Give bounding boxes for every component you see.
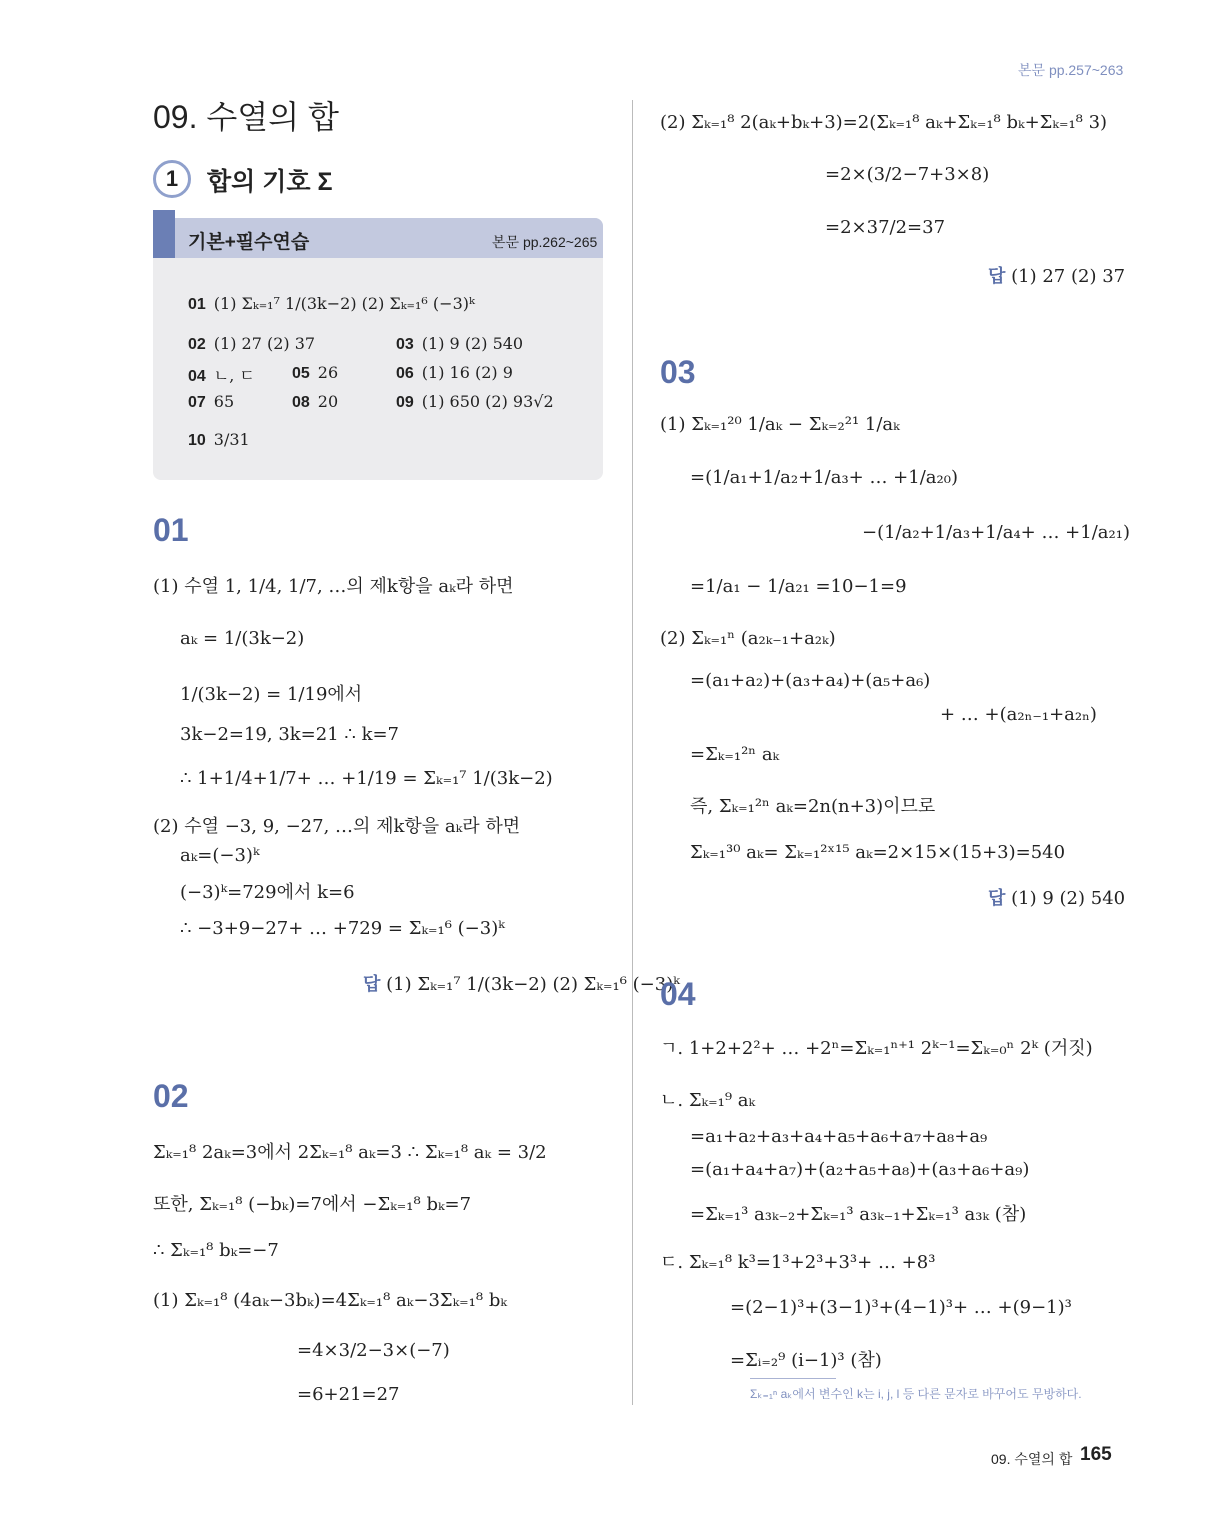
answer-box-flag	[153, 210, 175, 258]
solution-line: ㄴ. Σₖ₌₁⁹ aₖ	[660, 1090, 756, 1111]
item-number: 06	[396, 365, 414, 382]
answer-box-title: 기본+필수연습	[188, 232, 310, 253]
page-reference: 본문 pp.257~263	[1018, 62, 1124, 78]
solution-line: 1/(3k−2) = 1/19에서	[180, 684, 363, 705]
solution-line: =6+21=27	[297, 1384, 400, 1405]
solution-line: ∴ Σₖ₌₁⁸ bₖ=−7	[153, 1240, 279, 1261]
item-answer: (1) 27 (2) 37	[213, 334, 316, 353]
solution-line: =1/a₁ − 1/a₂₁ =10−1=9	[690, 576, 907, 597]
item-answer: (1) 9 (2) 540	[421, 334, 524, 353]
answer-value: (1) 27 (2) 37	[1011, 266, 1126, 287]
problem-number: 01	[153, 512, 189, 548]
answer-line	[988, 262, 1125, 288]
item-answer: 3/31	[213, 430, 250, 449]
solution-line: =(2−1)³+(3−1)³+(4−1)³+ … +(9−1)³	[730, 1297, 1072, 1318]
chapter-title: 09. 수열의 합	[153, 99, 339, 135]
page-number: 165	[1080, 1444, 1112, 1465]
solution-line: ㄷ. Σₖ₌₁⁸ k³=1³+2³+3³+ … +8³	[660, 1252, 936, 1273]
solution-line: (1) 수열 1, 1/4, 1/7, …의 제k항을 aₖ라 하면	[153, 576, 514, 597]
item-answer: ㄴ, ㄷ	[213, 366, 255, 385]
solution-line: 또한, Σₖ₌₁⁸ (−bₖ)=7에서 −Σₖ₌₁⁸ bₖ=7	[153, 1194, 472, 1215]
side-note: Σₖ₌₁ⁿ aₖ에서 변수인 k는 i, j, l 등 다른 문자로 바꾸어도 무방하다.	[750, 1387, 1082, 1401]
item-answer: (1) Σₖ₌₁⁷ 1/(3k−2) (2) Σₖ₌₁⁶ (−3)ᵏ	[213, 294, 475, 313]
solution-line: 3k−2=19, 3k=21 ∴ k=7	[180, 724, 400, 745]
answer-label: 답	[988, 888, 1006, 908]
answer-value: (1) 9 (2) 540	[1011, 888, 1126, 909]
footer-chapter: 09. 수열의 합	[991, 1451, 1073, 1467]
item-number: 08	[292, 394, 310, 411]
solution-line: 즉, Σₖ₌₁²ⁿ aₖ=2n(n+3)이므로	[690, 796, 936, 817]
solution-line: Σₖ₌₁³⁰ aₖ= Σₖ₌₁²ˣ¹⁵ aₖ=2×15×(15+3)=540	[690, 842, 1066, 863]
item-answer: 26	[317, 363, 339, 382]
item-number: 04	[188, 368, 206, 385]
solution-line: (2) Σₖ₌₁ⁿ (a₂ₖ₋₁+a₂ₖ)	[660, 628, 836, 649]
item-answer: 20	[317, 392, 339, 411]
item-answer: (1) 16 (2) 9	[421, 363, 513, 382]
item-number: 10	[188, 432, 206, 449]
solution-line: ∴ −3+9−27+ … +729 = Σₖ₌₁⁶ (−3)ᵏ	[180, 918, 505, 939]
solution-line: −(1/a₂+1/a₃+1/a₄+ … +1/a₂₁)	[862, 522, 1130, 543]
solution-line: ㄱ. 1+2+2²+ … +2ⁿ=Σₖ₌₁ⁿ⁺¹ 2ᵏ⁻¹=Σₖ₌₀ⁿ 2ᵏ (거짓)	[660, 1038, 1093, 1059]
answer-label: 답	[988, 266, 1006, 286]
answer-label: 답	[363, 974, 381, 994]
solution-line: =a₁+a₂+a₃+a₄+a₅+a₆+a₇+a₈+a₉	[690, 1126, 988, 1147]
item-number: 03	[396, 336, 414, 353]
note-rule	[750, 1378, 836, 1379]
solution-line: aₖ = 1/(3k−2)	[180, 628, 305, 649]
solution-line: aₖ=(−3)ᵏ	[180, 845, 260, 866]
solution-line: (1) Σₖ₌₁²⁰ 1/aₖ − Σₖ₌₂²¹ 1/aₖ	[660, 414, 900, 435]
problem-number: 04	[660, 976, 696, 1012]
solution-line: (−3)ᵏ=729에서 k=6	[180, 882, 355, 903]
solution-line: =2×(3/2−7+3×8)	[825, 164, 990, 185]
item-answer: (1) 650 (2) 93√2	[421, 392, 554, 411]
column-divider	[632, 100, 633, 1405]
solution-line: + … +(a₂ₙ₋₁+a₂ₙ)	[940, 704, 1097, 725]
item-number: 07	[188, 394, 206, 411]
item-number: 01	[188, 296, 206, 313]
solution-line: (1) Σₖ₌₁⁸ (4aₖ−3bₖ)=4Σₖ₌₁⁸ aₖ−3Σₖ₌₁⁸ bₖ	[153, 1290, 507, 1311]
solution-line: (2) 수열 −3, 9, −27, …의 제k항을 aₖ라 하면	[153, 816, 521, 837]
solution-line: =(a₁+a₄+a₇)+(a₂+a₅+a₈)+(a₃+a₆+a₉)	[690, 1159, 1030, 1180]
item-number: 02	[188, 336, 206, 353]
answer-line	[988, 884, 1125, 910]
solution-line: =4×3/2−3×(−7)	[297, 1340, 450, 1361]
solution-line: =(a₁+a₂)+(a₃+a₄)+(a₅+a₆)	[690, 670, 931, 691]
item-number: 09	[396, 394, 414, 411]
solution-line: =Σₖ₌₁³ a₃ₖ₋₂+Σₖ₌₁³ a₃ₖ₋₁+Σₖ₌₁³ a₃ₖ (참)	[690, 1204, 1027, 1225]
solution-line: Σₖ₌₁⁸ 2aₖ=3에서 2Σₖ₌₁⁸ aₖ=3 ∴ Σₖ₌₁⁸ aₖ = 3/2	[153, 1142, 547, 1163]
item-answer: 65	[213, 392, 235, 411]
solution-line: =Σᵢ₌₂⁹ (i−1)³ (참)	[730, 1350, 882, 1371]
answer-value: (1) Σₖ₌₁⁷ 1/(3k−2) (2) Σₖ₌₁⁶ (−3)ᵏ	[386, 974, 680, 995]
section-number-badge: 1	[153, 160, 191, 198]
answer-line	[363, 970, 680, 996]
solution-line: =Σₖ₌₁²ⁿ aₖ	[690, 744, 780, 765]
solution-line: ∴ 1+1/4+1/7+ … +1/19 = Σₖ₌₁⁷ 1/(3k−2)	[180, 768, 553, 789]
solution-line: =2×37/2=37	[825, 217, 946, 238]
problem-number: 02	[153, 1078, 189, 1114]
solution-line: (2) Σₖ₌₁⁸ 2(aₖ+bₖ+3)=2(Σₖ₌₁⁸ aₖ+Σₖ₌₁⁸ bₖ+Σₖ₌₁⁸ 3)	[660, 112, 1108, 133]
item-number: 05	[292, 365, 310, 382]
answer-box-ref: 본문 pp.262~265	[492, 234, 598, 250]
problem-number: 03	[660, 354, 696, 390]
solution-line: =(1/a₁+1/a₂+1/a₃+ … +1/a₂₀)	[690, 467, 958, 488]
section-title: 합의 기호 Σ	[207, 168, 333, 196]
